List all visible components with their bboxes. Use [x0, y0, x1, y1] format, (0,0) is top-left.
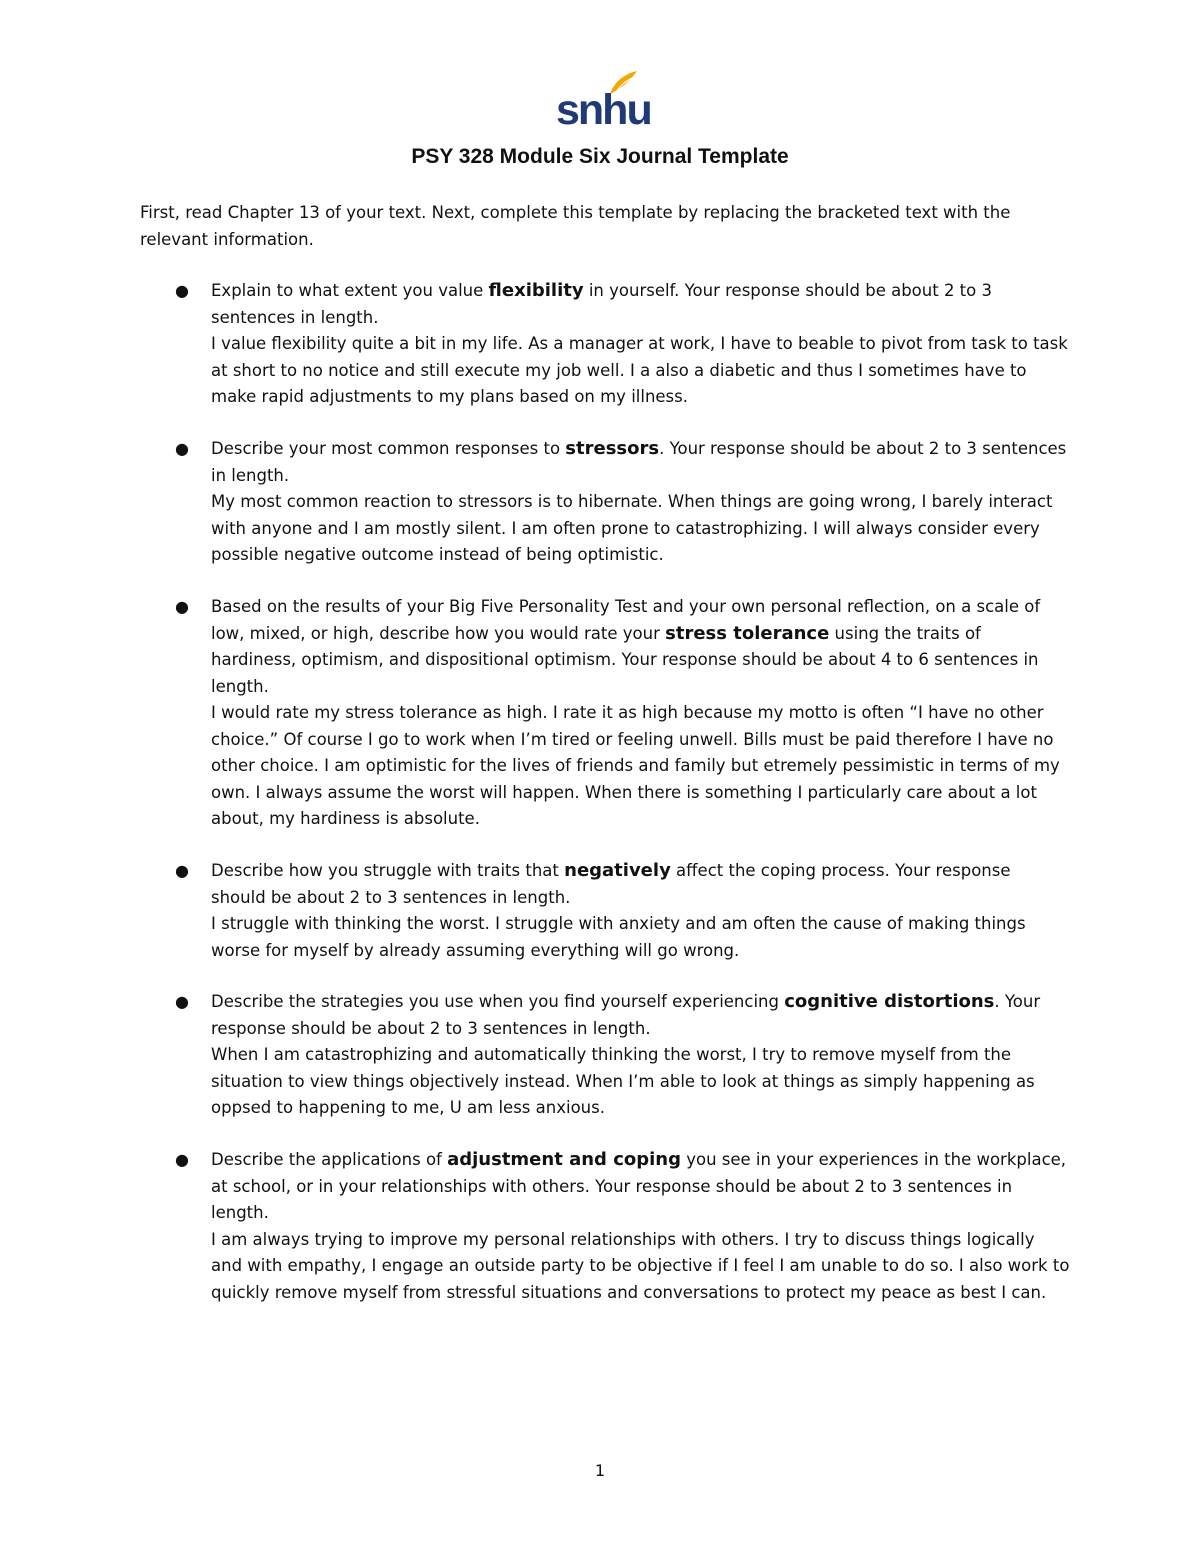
question-keyword: stress tolerance [665, 622, 830, 644]
answer-text: My most common reaction to stressors is to hibernate. When things are going wrong, I barely interact with anyone and I am mostly silent. I am often prone to catastrophizing. I will always consider every possible negative outcome instead of being optimistic. [211, 492, 1053, 564]
question-keyword: flexibility [488, 280, 584, 301]
bullet-dot-icon: ● [175, 861, 189, 880]
list-item [140, 436, 1070, 569]
answer-text: I would rate my stress tolerance as high. I rate it as high because my motto is often “I have no other choice.” Of course I go to work when I’m tired or feeling unwell. Bills must be paid therefore I have no other choice. I am optimistic for the lives of friends and family but etremely pessimistic in terms of my own. I always assume the worst will happen. When there is something I particularly care about a lot about, my hardiness is absolute. [211, 703, 1060, 828]
logo-wordmark: snhu [556, 86, 651, 134]
list-item [140, 278, 1070, 411]
answer-text: I struggle with thinking the worst. I struggle with anxiety and am often the cause of making things worse for myself by already assuming everything will go wrong. [211, 914, 1026, 960]
question-text: Describe the strategies you use when you find yourself experiencing cognitive distortions. Your response should be about 2 to 3 sentences in length. [211, 991, 1041, 1038]
list-item [140, 989, 1070, 1122]
bullet-dot-icon: ● [175, 597, 189, 616]
intro-paragraph: First, read Chapter 13 of your text. Next, complete this template by replacing the bracketed text with the relevant information. [140, 203, 1011, 249]
bullet-dot-icon: ● [175, 281, 189, 300]
snhu-logo [556, 70, 651, 136]
question-text: Describe how you struggle with traits that negatively affect the coping process. Your response should be about 2 to 3 sentences in length. [211, 860, 1011, 907]
list-item [140, 594, 1070, 833]
question-text: Explain to what extent you value flexibility in yourself. Your response should be about 2 to 3 sentences in length. [211, 280, 992, 327]
question-keyword: negatively [564, 860, 671, 881]
answer-text: When I am catastrophizing and automatically thinking the worst, I try to remove myself from the situation to view things objectively instead. When I’m able to look at things as simply happening as oppsed to happening to me, U am less anxious. [211, 1045, 1035, 1117]
answer-text: I value flexibility quite a bit in my life. As a manager at work, I have to beable to pivot from task to task at short to no notice and still execute my job well. I a also a diabetic and thus I sometimes have to make rapid adjustments to my plans based on my illness. [211, 334, 1068, 406]
list-item [140, 858, 1070, 964]
question-text: Based on the results of your Big Five Personality Test and your own personal reflection, on a scale of low, mixed, or high, describe how you would rate your stress tolerance using the traits of hardiness, optimism, and dispositional optimism. Your response should be about 4 to 6 sentences in length. [211, 597, 1041, 696]
question-text: Describe the applications of adjustment and coping you see in your experiences in the workplace, at school, or in your relationships with others. Your response should be about 2 to 3 sentences in length. [211, 1149, 1067, 1222]
question-keyword: cognitive distortions [784, 991, 995, 1012]
bullet-dot-icon: ● [175, 439, 189, 458]
bullet-dot-icon: ● [175, 992, 189, 1011]
answer-text: I am always trying to improve my personal relationships with others. I try to discuss things logically and with empathy, I engage an outside party to be objective if I feel I am unable to do so. I also work to quickly remove myself from stressful situations and conversations to protect my peace as best I can. [211, 1229, 1070, 1302]
page-number: 1 [594, 1461, 606, 1480]
question-keyword: adjustment and coping [447, 1149, 681, 1170]
list-item [140, 1147, 1070, 1306]
page-title: PSY 328 Module Six Journal Template [411, 145, 789, 168]
question-text: Describe your most common responses to stressors. Your response should be about 2 to 3 sentences in length. [211, 438, 1067, 485]
question-keyword: stressors [565, 438, 660, 459]
bullet-dot-icon: ● [175, 1150, 189, 1169]
